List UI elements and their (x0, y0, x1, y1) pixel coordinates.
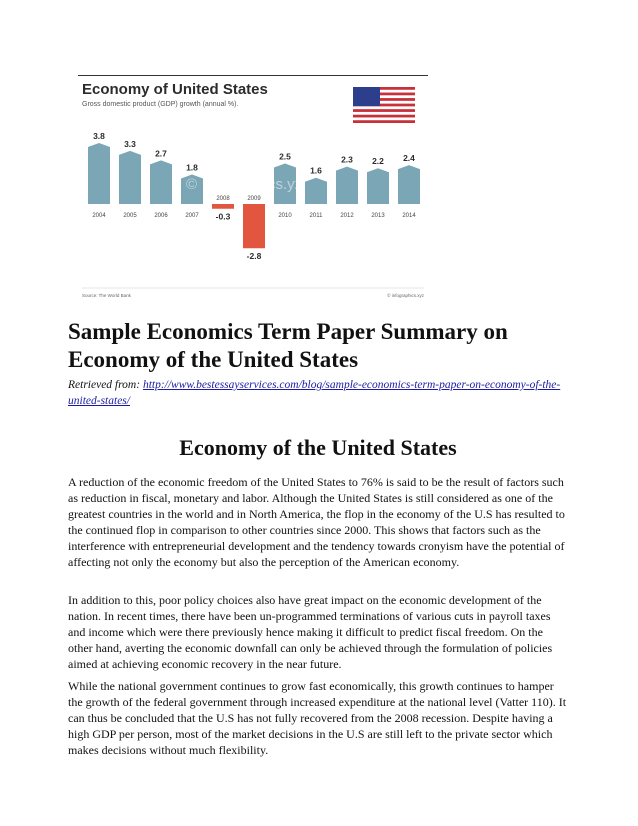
year-label-2011: 2011 (309, 213, 323, 219)
bar-2013 (367, 168, 389, 204)
year-label-2006: 2006 (154, 213, 168, 219)
value-label-2006: 2.7 (155, 148, 167, 159)
retrieved-prefix: Retrieved from: (68, 379, 143, 391)
chart-credit: © infographics.xyz (387, 293, 424, 298)
gdp-infographic (78, 75, 428, 305)
paragraph-1: A reduction of the economic freedom of the United States to 76% is said to be the result of factors such as reduction in fiscal, monetary and labor. Although the United States is still considered as one of the greatest countries in the world and in North America, the flop in the economy of the U.S has resulted to the continued flop in comparison to other countries since 2000. This shows that factors such as the interference with entrepreneurial development and the tendency towards cronyism have the potential of affecting not only the economy but also the perception of the American economy. (68, 475, 565, 569)
chart-source: Source: The World Bank (82, 293, 131, 298)
watermark-left: © (186, 176, 198, 193)
flag-stripe (353, 109, 415, 112)
value-label-2009: -2.8 (246, 251, 262, 262)
document-title: Sample Economics Term Paper Summary on Economy of the United States (68, 319, 508, 372)
paragraph-3: While the national government continues to grow fast economically, this growth continues to hamper the growth of the federal government through increased expenditure at the national level (Vatter 110). It can thus be concluded that the U.S has not fully recovered from the 2008 recession. Despite having a high GDP per person, most of the market decisions in the U.S are still left to the private sector which makes decisions without much flexibility. (68, 679, 567, 757)
value-label-2007: 1.8 (186, 162, 198, 173)
value-label-2005: 3.3 (124, 138, 136, 149)
source-link[interactable]: http://www.bestessayservices.com/blog/sample-economics-term-paper-on-economy-of-the-united-states/ (68, 379, 561, 407)
bar-2005 (119, 151, 141, 204)
year-label-2005: 2005 (123, 213, 137, 219)
year-label-2009: 2009 (247, 196, 261, 202)
value-label-2008: -0.3 (215, 211, 231, 222)
section-heading: Economy of the United States (179, 435, 457, 460)
value-label-2013: 2.2 (372, 156, 384, 167)
watermark-right: cs.yz (268, 176, 303, 193)
gdp-chart (78, 75, 428, 305)
flag-stripe (353, 120, 415, 123)
value-label-2004: 3.8 (93, 130, 105, 141)
year-label-2012: 2012 (340, 213, 354, 219)
chart-subtitle: Gross domestic product (GDP) growth (annual %). (82, 101, 239, 108)
year-label-2007: 2007 (185, 213, 199, 219)
flag-stripe (353, 115, 415, 118)
bar-2009 (243, 204, 265, 248)
year-label-2008: 2008 (216, 196, 230, 202)
value-label-2012: 2.3 (341, 154, 353, 165)
value-label-2014: 2.4 (403, 153, 415, 164)
paragraph-2: In addition to this, poor policy choices also have great impact on the economic development of the nation. In recent times, there have been un-programmed terminations of various cuts in payroll taxes and income which were there previously hence making it difficult to predict fiscal freedom. On the other hand, averting the economic downfall can only be achieved through the formulation of policies aimed at achieving economic recovery in the near future. (68, 593, 553, 671)
bar-2006 (150, 160, 172, 204)
year-label-2013: 2013 (371, 213, 385, 219)
value-label-2011: 1.6 (310, 165, 322, 176)
bar-2011 (305, 178, 327, 204)
us-flag-icon (353, 87, 415, 123)
year-label-2004: 2004 (92, 213, 106, 219)
year-label-2010: 2010 (278, 213, 292, 219)
bar-2012 (336, 167, 358, 204)
value-label-2010: 2.5 (279, 151, 291, 162)
bar-2004 (88, 143, 110, 204)
year-label-2014: 2014 (402, 213, 416, 219)
chart-title: Economy of United States (82, 81, 268, 98)
bar-2014 (398, 165, 420, 204)
bar-2008 (212, 204, 234, 209)
retrieved-line (68, 377, 568, 409)
